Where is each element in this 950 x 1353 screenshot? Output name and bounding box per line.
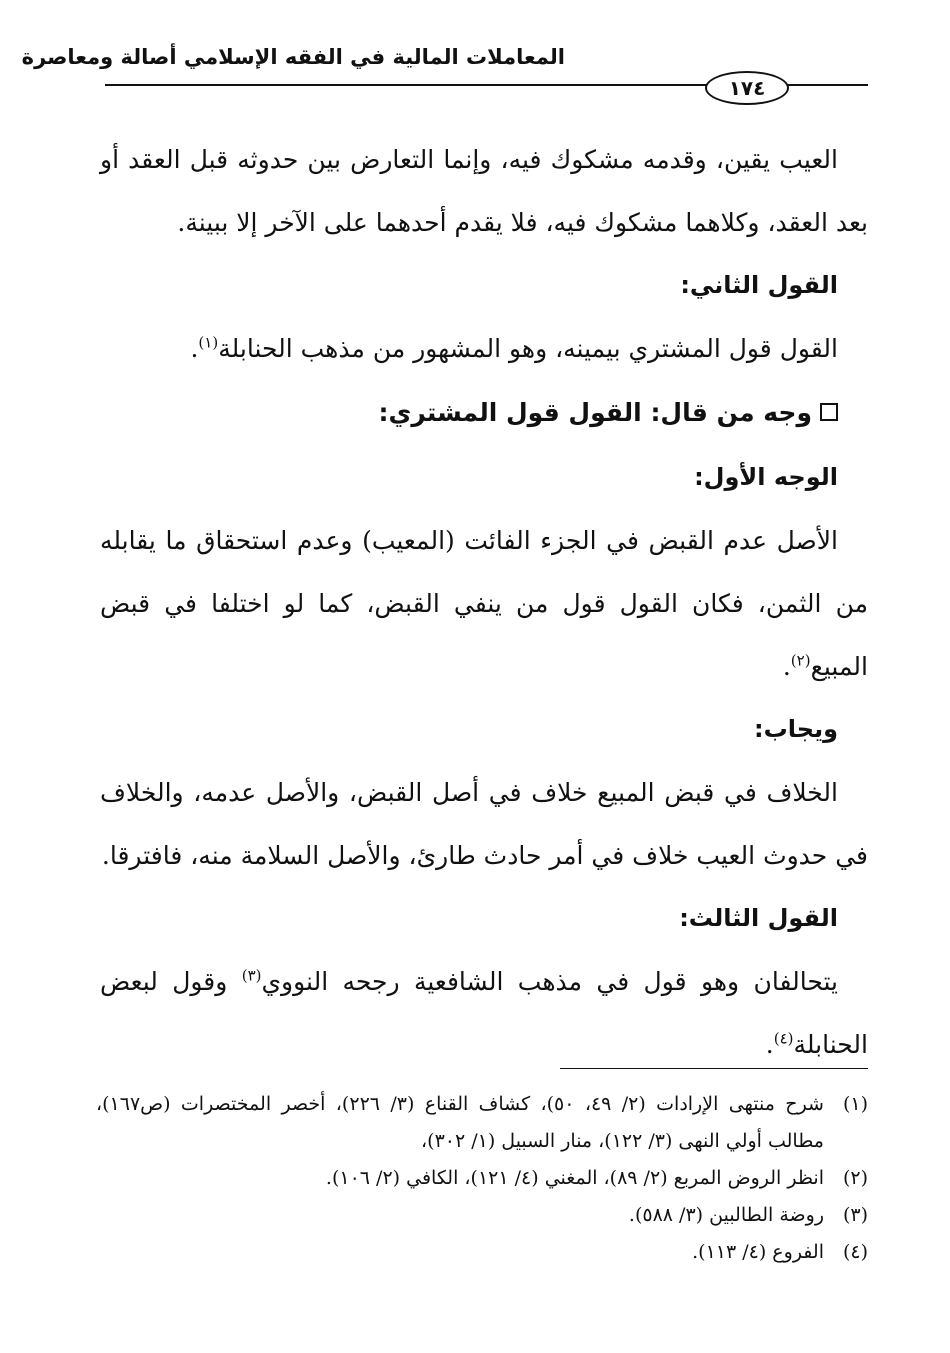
paragraph-4: الخلاف في قبض المبيع خلاف في أصل القبض، والأصل عدمه، والخلاف في حدوث العيب خلاف في أمر حادث طارئ، والأصل السلامة منه، فافترقا.: [100, 778, 868, 870]
heading-first-aspect: الوجه الأول:: [694, 463, 838, 491]
main-text: [100, 128, 868, 1076]
footnote-ref-2: (٢): [790, 651, 811, 670]
paragraph-3-text: الأصل عدم القبض في الجزء الفائت (المعيب) وعدم استحقاق ما يقابله من الثمن، فكان القول قول من ينفي القبض، كما لو اختلفا في قبض المبيع: [100, 526, 868, 681]
heading-aspect-of-buyer-opinion: [100, 380, 868, 446]
footnotes: [96, 1086, 868, 1271]
paragraph-5: [100, 950, 868, 1076]
footnote-ref-1: (١): [198, 333, 219, 352]
paragraph-2-end: .: [190, 334, 199, 363]
paragraph-2: [100, 317, 868, 380]
paragraph-5-end: .: [765, 1030, 774, 1059]
paragraph-2-text: القول قول المشتري بيمينه، وهو المشهور من مذهب الحنابلة: [218, 334, 838, 363]
footnote-2: [96, 1160, 868, 1197]
footnote-ref-3: (٣): [241, 966, 262, 985]
footnote-number: (٤): [842, 1241, 868, 1263]
heading-third-opinion: القول الثالث:: [679, 904, 838, 932]
footnote-1: [96, 1086, 868, 1160]
footnote-4: [96, 1234, 868, 1271]
heading-aspect-text: وجه من قال: القول قول المشتري:: [378, 398, 812, 427]
footnote-text: انظر الروض المربع (٢/ ٨٩)، المغني (٤/ ١٢١)، الكافي (٢/ ١٠٦).: [325, 1167, 824, 1189]
footnote-text: شرح منتهى الإرادات (٢/ ٤٩، ٥٠)، كشاف القناع (٣/ ٢٢٦)، أخصر المختصرات (ص١٦٧)، مطالب أولي النهى (٣/ ١٢٢)، منار السبيل (١/ ٣٠٢)،: [96, 1093, 824, 1152]
paragraph-3-end: .: [782, 652, 791, 681]
footnote-number: (٣): [842, 1204, 868, 1226]
running-header-title: المعاملات المالية في الفقه الإسلامي أصالة ومعاصرة: [21, 45, 565, 69]
heading-answer: ويجاب:: [754, 715, 838, 743]
heading-second-opinion: القول الثاني:: [680, 271, 838, 299]
footnote-number: (١): [842, 1093, 868, 1115]
footnote-text: روضة الطالبين (٣/ ٥٨٨).: [628, 1204, 824, 1226]
footnote-separator: [560, 1068, 868, 1069]
page-number: ١٧٤: [705, 71, 789, 105]
footnote-ref-4: (٤): [773, 1029, 794, 1048]
footnote-text: الفروع (٤/ ١١٣).: [692, 1241, 824, 1263]
paragraph-3: [100, 509, 868, 698]
paragraph-1: العيب يقين، وقدمه مشكوك فيه، وإنما التعارض بين حدوثه قبل العقد أو بعد العقد، وكلاهما مشكوك فيه، فلا يقدم أحدهما على الآخر إلا ببينة.: [100, 145, 868, 237]
paragraph-5-text-2: وقول لبعض الحنابلة: [100, 967, 868, 1059]
square-bullet-icon: [820, 403, 838, 421]
paragraph-5-text-1: يتحالفان وهو قول في مذهب الشافعية رجحه النووي: [261, 967, 838, 996]
footnote-number: (٢): [842, 1167, 868, 1189]
footnote-3: [96, 1197, 868, 1234]
